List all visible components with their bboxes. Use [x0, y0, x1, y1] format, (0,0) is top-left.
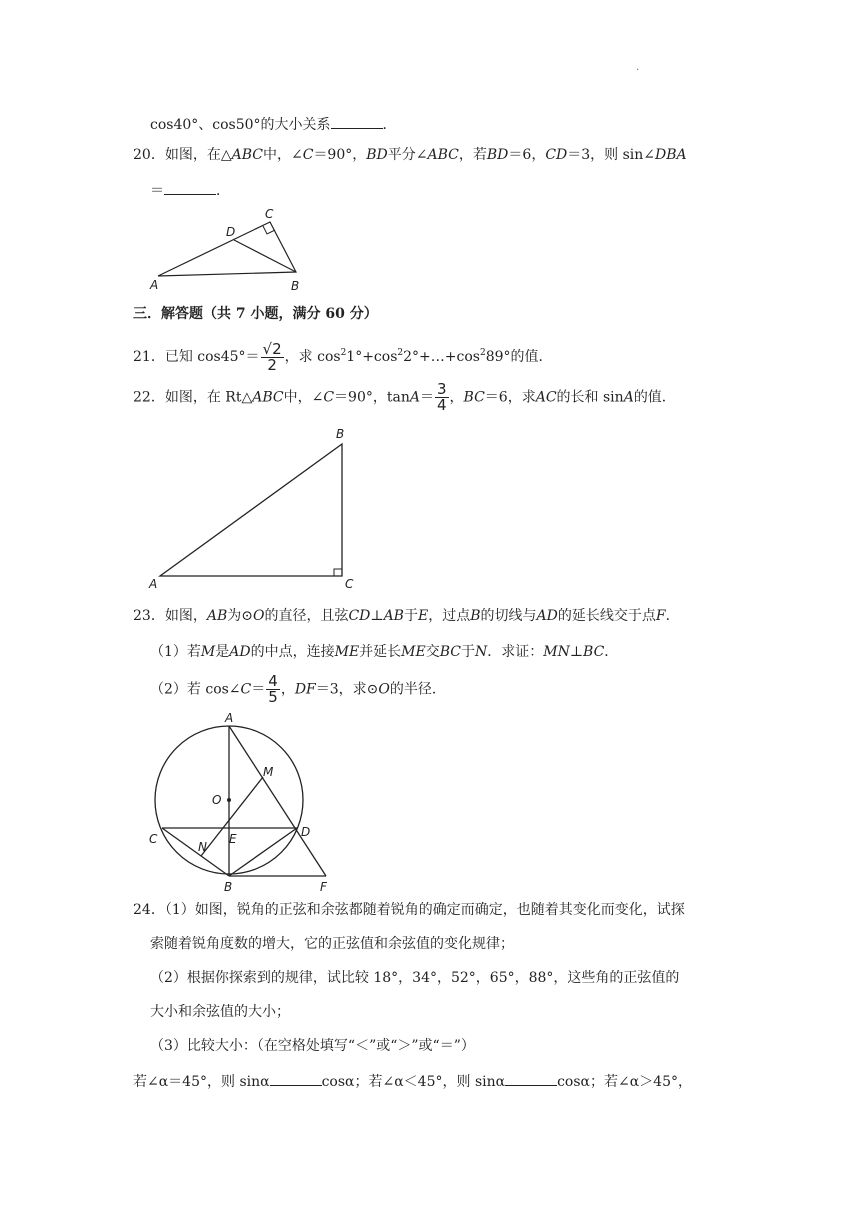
- q23-sub1: [150, 642, 618, 662]
- q24-line6: [133, 1071, 692, 1092]
- q23-sub1-me: ME: [334, 644, 360, 660]
- q22-p2: 中，∠: [283, 389, 324, 406]
- q20-figure: [146, 204, 306, 296]
- q22-p6: ＝6，求: [484, 389, 536, 406]
- q20-label-c: C: [265, 207, 274, 221]
- q23-segment-cb: [162, 828, 229, 876]
- q20-answer-blank[interactable]: [164, 180, 216, 195]
- q23-cd: CD: [348, 608, 371, 624]
- q20-p6: ＝6，: [508, 147, 546, 163]
- q22-number: 22．: [133, 389, 165, 406]
- q21-p5: 89°的值．: [485, 349, 553, 365]
- q23-label-o: O: [212, 793, 222, 807]
- q21-p1: 已知 cos45°＝: [164, 349, 260, 365]
- q24-blank-2[interactable]: [505, 1071, 557, 1086]
- q22-a2: A: [623, 389, 634, 406]
- q21-number: 21．: [133, 349, 165, 365]
- q22-p5: ，: [449, 389, 464, 406]
- q20-c: C: [302, 147, 314, 163]
- q21-p3: 1°+cos: [346, 349, 398, 365]
- q23-sub1-ad: AD: [229, 644, 251, 660]
- q23-e: E: [417, 608, 429, 624]
- q23-sub2-p1: （2）若 cos∠: [150, 681, 241, 698]
- q22-figure: [146, 422, 366, 592]
- q23-frac-num: 4: [268, 672, 278, 690]
- q20-label-d: D: [226, 225, 236, 239]
- q20-p2: 中，∠: [262, 147, 303, 163]
- q23-sub2-p2: ＝: [251, 681, 266, 698]
- q19-stem: cos40°、cos50°的大小关系: [150, 117, 331, 133]
- q20-p7: ＝3，则 sin∠: [567, 147, 656, 163]
- q23-label-d: D: [301, 825, 311, 839]
- q21-sup2: 2: [397, 348, 404, 358]
- q23-question: [133, 606, 680, 626]
- q21-sup3: 2: [479, 348, 486, 358]
- q23-p3: 的直径，且弦: [264, 608, 349, 624]
- q23-fraction: [266, 674, 280, 705]
- q23-sub1-mn: MN: [543, 644, 570, 660]
- q23-p9: ．: [665, 608, 680, 624]
- q23-p4: ⊥: [370, 608, 384, 624]
- q24-line1-text: （1）如图，锐角的正弦和余弦都随着锐角的确定而确定，也随着其变化而变化，试探: [164, 902, 685, 918]
- q23-p7: 的切线与: [480, 608, 537, 624]
- q23-sub2-p4: ＝3，求⊙: [315, 681, 379, 698]
- q22-c: C: [323, 389, 335, 406]
- q22-bc: BC: [463, 389, 485, 406]
- q20-p3: ＝90°，: [313, 147, 367, 163]
- q20-abc: ABC: [231, 147, 263, 163]
- q22-frac-den: 4: [436, 396, 447, 414]
- q19-end: ．: [382, 117, 397, 133]
- q22-p3: ＝90°，tan: [334, 389, 410, 406]
- q24-line6-p1: 若∠α＝45°，则 sinα: [133, 1074, 270, 1090]
- q23-ab: AB: [206, 608, 228, 624]
- corner-mark: .: [636, 62, 640, 73]
- q23-sub2-df: DF: [294, 681, 316, 698]
- q22-frac-num: 3: [436, 380, 447, 398]
- q19-text: [150, 114, 397, 135]
- q22-label-c: C: [345, 577, 354, 591]
- q23-sub2-p5: 的半径．: [389, 681, 446, 698]
- q23-label-c: C: [149, 832, 158, 846]
- q23-sub1-p4: 并延长: [359, 644, 402, 660]
- q20-bd: BD: [366, 147, 388, 163]
- q23-sub1-n: N: [475, 644, 488, 660]
- q22-ac: AC: [535, 389, 557, 406]
- q19-answer-blank[interactable]: [331, 114, 383, 129]
- q23-label-e: E: [229, 832, 237, 846]
- q21-frac-num: √2: [262, 339, 282, 358]
- q20-segment-bd: [234, 240, 296, 272]
- q21-p2: ，求 cos: [284, 349, 341, 365]
- q23-sub2-o: O: [378, 681, 390, 698]
- q23-number: 23．: [133, 608, 165, 624]
- q21-question: [133, 338, 553, 373]
- q23-segment-bd: [229, 828, 297, 876]
- q20-p1: 如图，在△: [164, 147, 232, 163]
- q23-sub2: [150, 674, 446, 705]
- q23-sub1-p5: 交: [425, 644, 440, 660]
- q24-number: 24．: [133, 902, 165, 918]
- q23-f: F: [655, 608, 666, 624]
- q20-p5: ，若: [458, 147, 487, 163]
- q22-label-b: B: [336, 427, 345, 441]
- q24-line6-p3: cosα；若∠α＞45°，: [557, 1074, 693, 1090]
- q24-line5: （3）比较大小：（在空格处填写“＜”或“＞”或“＝”）: [150, 1038, 475, 1054]
- q21-fraction: [261, 339, 284, 374]
- q20-label-b: B: [291, 279, 300, 293]
- q20-bd2: BD: [486, 147, 509, 163]
- q23-frac-den: 5: [268, 688, 278, 706]
- q22-p8: 的值．: [633, 389, 676, 406]
- q23-label-m: M: [263, 765, 274, 779]
- q23-sub1-p9: ．: [604, 644, 619, 660]
- q20-abc2: ABC: [427, 147, 459, 163]
- q22-right-angle-mark: [334, 569, 342, 576]
- q20-answer-line: [150, 180, 230, 201]
- q23-label-a: A: [225, 711, 234, 725]
- q23-sub1-bc: BC: [439, 644, 461, 660]
- q23-label-f: F: [320, 880, 327, 894]
- q20-number: 20．: [133, 147, 165, 163]
- q22-question: [133, 382, 676, 413]
- q23-sub2-c: C: [240, 681, 252, 698]
- q22-p4: ＝: [419, 389, 434, 406]
- q23-b: B: [470, 608, 481, 624]
- q20-dba: DBA: [655, 147, 687, 163]
- q22-p7: 的长和 sin: [556, 389, 624, 406]
- q20-p4: 平分∠: [387, 147, 428, 163]
- q23-sub1-p6: 于: [461, 644, 475, 660]
- q24-line6-p2: cosα；若∠α＜45°，则 sinα: [321, 1074, 506, 1090]
- q23-p2: 为⊙: [227, 608, 253, 624]
- q22-p1: 如图，在 Rt△: [164, 389, 253, 406]
- q23-o: O: [252, 608, 265, 624]
- q22-abc: ABC: [252, 389, 284, 406]
- q23-label-b: B: [224, 880, 233, 894]
- q21-p4: 2°+…+cos: [403, 349, 480, 365]
- q23-center-dot: [227, 798, 231, 802]
- q21-sup1: 2: [340, 348, 347, 358]
- q23-sub1-p2: 是: [215, 644, 230, 660]
- q23-sub1-p7: ．求证：: [487, 644, 544, 660]
- q23-p5: 于: [403, 608, 418, 624]
- q23-ab2: AB: [383, 608, 404, 624]
- section3-title: 三．解答题（共 7 小题，满分 60 分）: [133, 306, 378, 322]
- q22-fraction: [435, 382, 449, 413]
- q23-sub1-p1: （1）若: [150, 644, 201, 660]
- q23-p1: 如图，: [164, 608, 207, 624]
- q24-line1: [133, 900, 685, 920]
- q23-p6: ，过点: [428, 608, 471, 624]
- q24-blank-1[interactable]: [270, 1071, 322, 1086]
- q23-sub2-p3: ，: [280, 681, 295, 698]
- q23-sub1-m: M: [200, 644, 216, 660]
- q23-p8: 的延长线交于点: [557, 608, 656, 624]
- q21-frac-den: 2: [267, 355, 277, 374]
- q23-label-n: N: [198, 840, 207, 854]
- q23-sub1-p3: 的中点，连接: [250, 644, 335, 660]
- q20-end: ．: [216, 183, 230, 199]
- q20-question: [133, 145, 687, 165]
- q23-ad: AD: [536, 608, 558, 624]
- q23-sub1-p8: ⊥: [569, 644, 584, 660]
- q20-eq: ＝: [150, 183, 164, 199]
- q22-label-a: A: [149, 577, 158, 591]
- q24-line4: 大小和余弦值的大小；: [150, 1004, 290, 1020]
- q22-triangle: [160, 444, 342, 576]
- q20-cd: CD: [545, 147, 568, 163]
- q24-line2: 索随着锐角度数的增大，它的正弦值和余弦值的变化规律；: [150, 936, 514, 952]
- q24-line3: （2）根据你探索到的规律，试比较 18°，34°，52°，65°，88°，这些角的正弦值的: [150, 970, 680, 986]
- q23-figure: [144, 710, 344, 896]
- q23-sub1-me2: ME: [401, 644, 426, 660]
- q20-label-a: A: [150, 278, 159, 292]
- q22-a: A: [409, 389, 420, 406]
- q23-sub1-bc2: BC: [583, 644, 605, 660]
